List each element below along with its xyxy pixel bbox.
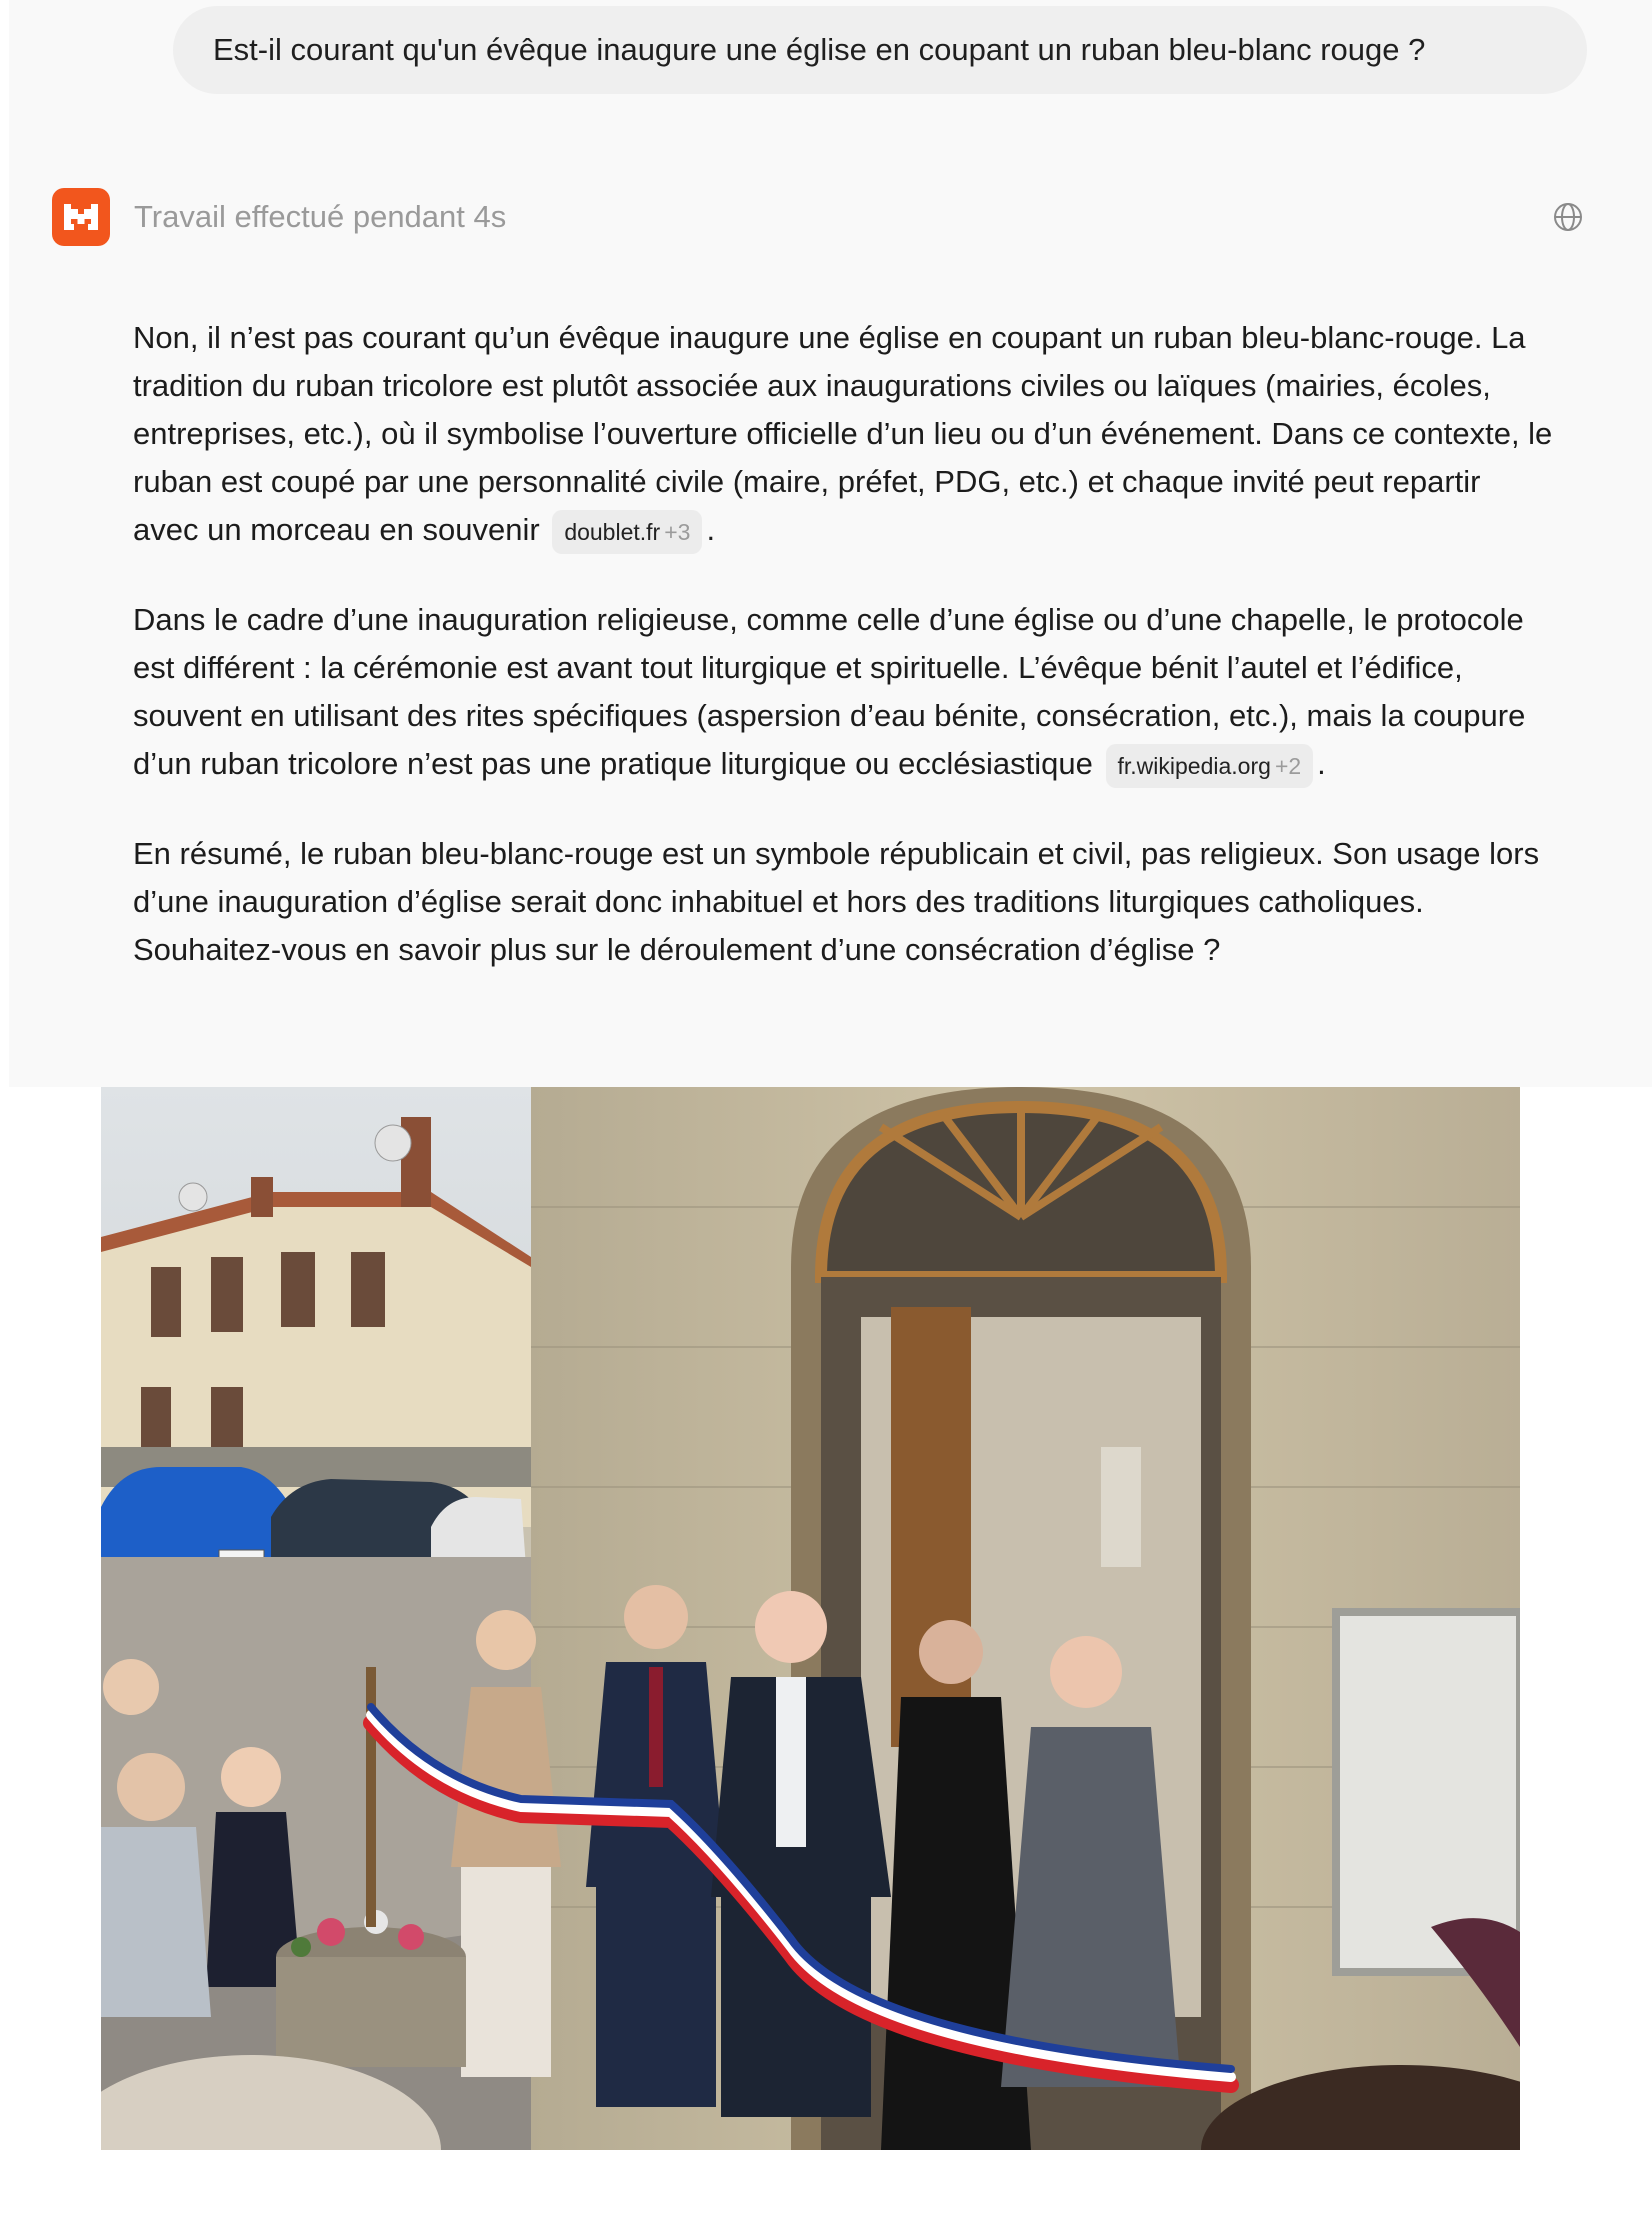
photo-illustration (101, 1087, 1520, 2150)
source-chip-wikipedia[interactable] (1106, 744, 1314, 788)
paragraph-text: En résumé, le ruban bleu-blanc-rouge est un symbole républicain et civil, pas religieux. Son usage lors d’une inauguration d’église serait donc inhabituel et hors des traditions liturgiques catholiques. Souhaitez-vous en savoir plus sur le déroulement d’une consécration d’église ? (133, 836, 1540, 967)
assistant-answer (133, 314, 1553, 1016)
paragraph-end: . (1317, 746, 1326, 781)
answer-paragraph (133, 596, 1553, 788)
paragraph-end: . (706, 512, 716, 547)
mistral-logo-icon (52, 188, 110, 246)
answer-paragraph (133, 314, 1553, 554)
user-message-bubble (173, 6, 1587, 94)
source-more-count: +2 (1274, 752, 1302, 779)
source-name: doublet.fr (564, 518, 661, 545)
user-message-text: Est-il courant qu'un évêque inaugure une église en coupant un ruban bleu-blanc rouge ? (213, 32, 1426, 67)
assistant-header (52, 188, 1588, 246)
source-more-count: +3 (664, 518, 691, 545)
paragraph-text: Dans le cadre d’une inauguration religieuse, comme celle d’une église ou d’une chapelle, le protocole est différent : la cérémonie est avant tout liturgique et spirituelle. L’évêque bénit l’autel et l’édifice, souvent en utilisant des rites spécifiques (aspersion d’eau bénite, consécration, etc.), mais la coupure d’un ruban tricolore n’est pas une pratique liturgique ou ecclésiastique (133, 602, 1526, 781)
answer-paragraph (133, 830, 1553, 974)
source-chip-doublet[interactable] (552, 510, 702, 554)
paragraph-text: Non, il n’est pas courant qu’un évêque inaugure une église en coupant un ruban bleu-blanc-rouge. La tradition du ruban tricolore est plutôt associée aux inaugurations civiles ou laïques (mairies, écoles, entreprises, etc.), où il symbolise l’ouverture officielle d’un lieu ou d’un événement. Dans ce contexte, le ruban est coupé par une personnalité civile (maire, préfet, PDG, etc.) et chaque invité peut repartir avec un morceau en souvenir (133, 320, 1553, 547)
globe-icon[interactable] (1548, 197, 1588, 237)
chat-panel (9, 0, 1652, 1087)
work-status-text[interactable]: Travail effectué pendant 4s (134, 199, 507, 234)
inauguration-photo[interactable] (101, 1087, 1520, 2150)
source-name: fr.wikipedia.org (1117, 752, 1271, 779)
